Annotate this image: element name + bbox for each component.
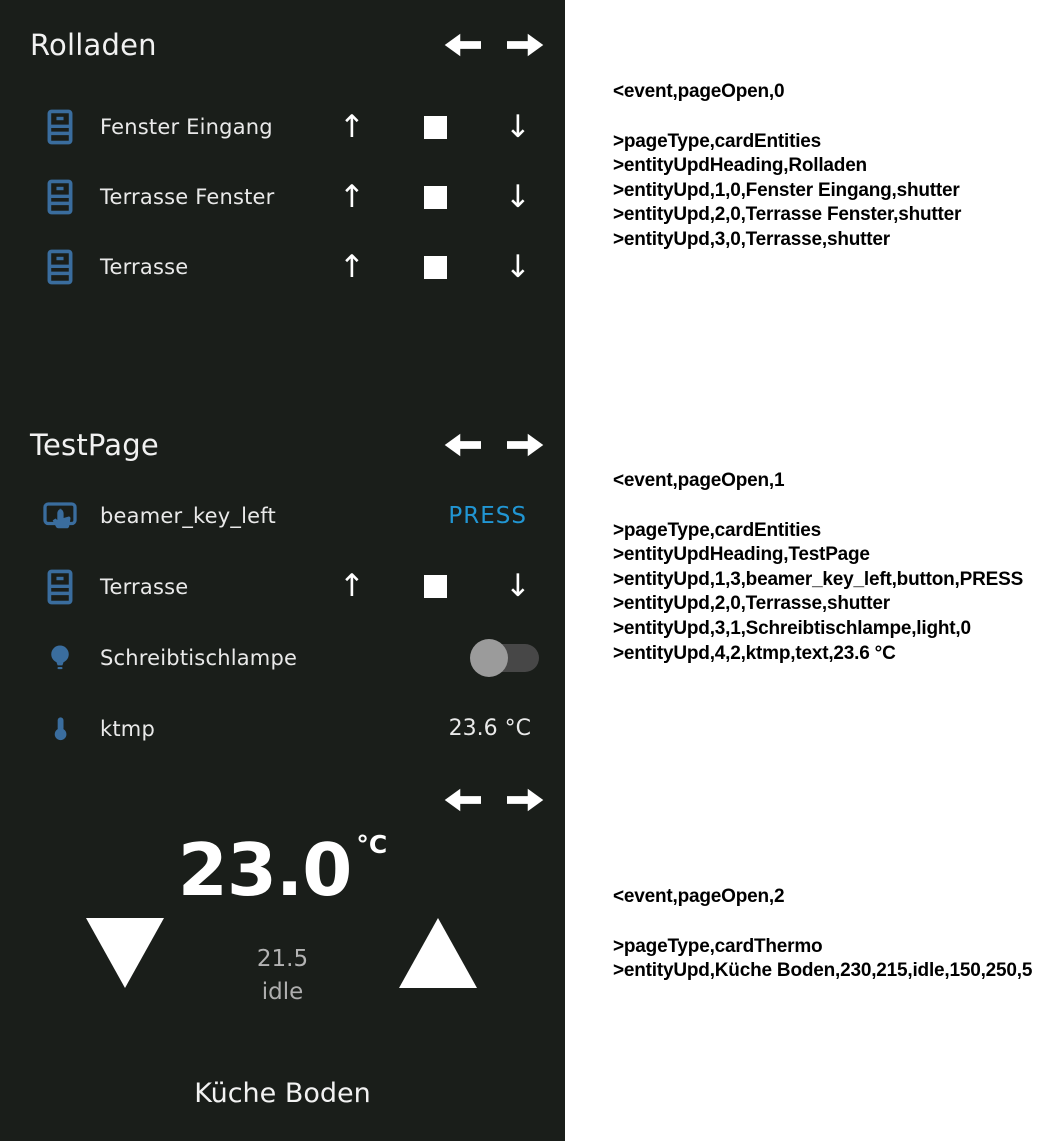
card-rolladen: [0, 0, 565, 415]
protocol-line: >entityUpd,4,2,ktmp,text,23.6 °C: [613, 642, 896, 664]
entity-label: beamer_key_left: [100, 503, 276, 528]
press-button[interactable]: PRESS: [448, 502, 527, 529]
toggle-knob: [470, 639, 508, 677]
protocol-line: >entityUpd,3,0,Terrasse,shutter: [613, 228, 890, 250]
protocol-line: >entityUpd,1,0,Fenster Eingang,shutter: [613, 179, 960, 201]
shutter-controls: [339, 248, 531, 285]
window-shutter-icon: [42, 107, 78, 147]
entity-row: [0, 92, 565, 162]
shutter-up-button[interactable]: ↑: [339, 178, 365, 215]
protocol-line: >entityUpdHeading,TestPage: [613, 544, 870, 566]
protocol-block-page1: [613, 469, 1023, 666]
protocol-line: >entityUpdHeading,Rolladen: [613, 155, 867, 177]
shutter-controls: [339, 108, 531, 145]
shutter-down-button[interactable]: ↓: [505, 248, 531, 285]
protocol-block-page2: [613, 885, 1032, 984]
page-nav: [443, 30, 545, 60]
page-title: TestPage: [30, 428, 159, 462]
protocol-line: >entityUpd,1,3,beamer_key_left,button,PRESS: [613, 568, 1024, 590]
protocol-line: >entityUpd,2,0,Terrasse Fenster,shutter: [613, 204, 962, 226]
protocol-line: >pageType,cardThermo: [613, 935, 823, 957]
temperature-unit: °C: [356, 830, 388, 859]
prev-page-arrow-icon[interactable]: [443, 30, 481, 60]
protocol-line: >pageType,cardEntities: [613, 519, 822, 541]
entity-list: [0, 92, 565, 302]
shutter-controls: [339, 568, 531, 604]
lightbulb-icon: [42, 638, 78, 678]
page-nav: [443, 430, 545, 460]
protocol-event-line: <event,pageOpen,0: [613, 81, 785, 102]
protocol-line: >entityUpd,3,1,Schreibtischlampe,light,0: [613, 617, 971, 639]
current-temperature: [0, 828, 565, 912]
prev-page-arrow-icon[interactable]: [443, 785, 481, 815]
entity-row: [0, 162, 565, 232]
entity-label: Terrasse: [100, 255, 189, 279]
entity-row: [0, 622, 565, 693]
sensor-value: 23.6 °C: [448, 716, 531, 741]
shutter-down-button[interactable]: ↓: [505, 178, 531, 215]
protocol-line: >pageType,cardEntities: [613, 130, 822, 152]
entity-list: [0, 480, 565, 764]
shutter-stop-button[interactable]: [424, 256, 447, 279]
shutter-up-button[interactable]: ↑: [339, 108, 365, 145]
thermometer-icon: [42, 709, 78, 749]
entity-label: Terrasse Fenster: [100, 185, 275, 209]
page-title: Rolladen: [30, 28, 157, 62]
card-testpage: [0, 415, 565, 760]
protocol-event-line: <event,pageOpen,1: [613, 470, 785, 491]
entity-label: Fenster Eingang: [100, 115, 273, 139]
window-shutter-icon: [42, 247, 78, 287]
shutter-stop-button[interactable]: [424, 116, 447, 139]
card-header: [0, 0, 565, 62]
next-page-arrow-icon[interactable]: [507, 430, 545, 460]
next-page-arrow-icon[interactable]: [507, 30, 545, 60]
shutter-up-button[interactable]: ↑: [339, 248, 365, 285]
entity-row: [0, 480, 565, 551]
next-page-arrow-icon[interactable]: [507, 785, 545, 815]
protocol-line: >entityUpd,Küche Boden,230,215,idle,150,250,5: [613, 960, 1033, 982]
entity-label: Schreibtischlampe: [100, 645, 298, 670]
protocol-line: >entityUpd,2,0,Terrasse,shutter: [613, 593, 890, 615]
card-header: [0, 415, 565, 462]
protocol-log: [613, 0, 1045, 1141]
entity-row: [0, 551, 565, 622]
shutter-up-button[interactable]: ↑: [339, 568, 365, 604]
current-temperature-value: 23.0: [177, 828, 352, 912]
target-temperature: 21.5: [256, 946, 309, 972]
light-toggle-switch[interactable]: [473, 639, 539, 677]
card-thermostat: [0, 760, 565, 1141]
shutter-stop-button[interactable]: [424, 575, 447, 598]
gesture-tap-button-icon: [42, 496, 78, 536]
window-shutter-icon: [42, 567, 78, 607]
shutter-down-button[interactable]: ↓: [505, 108, 531, 145]
protocol-event-line: <event,pageOpen,2: [613, 886, 785, 907]
entity-label: Terrasse: [100, 574, 189, 599]
window-shutter-icon: [42, 177, 78, 217]
shutter-controls: [339, 178, 531, 215]
thermostat-name: Küche Boden: [194, 1078, 371, 1109]
protocol-block-page0: [613, 80, 961, 253]
shutter-stop-button[interactable]: [424, 186, 447, 209]
page-nav: [443, 785, 545, 815]
prev-page-arrow-icon[interactable]: [443, 430, 481, 460]
hvac-state: idle: [261, 979, 304, 1005]
entity-row: [0, 232, 565, 302]
shutter-down-button[interactable]: ↓: [505, 568, 531, 604]
entity-row: [0, 693, 565, 764]
entity-label: ktmp: [100, 716, 155, 741]
